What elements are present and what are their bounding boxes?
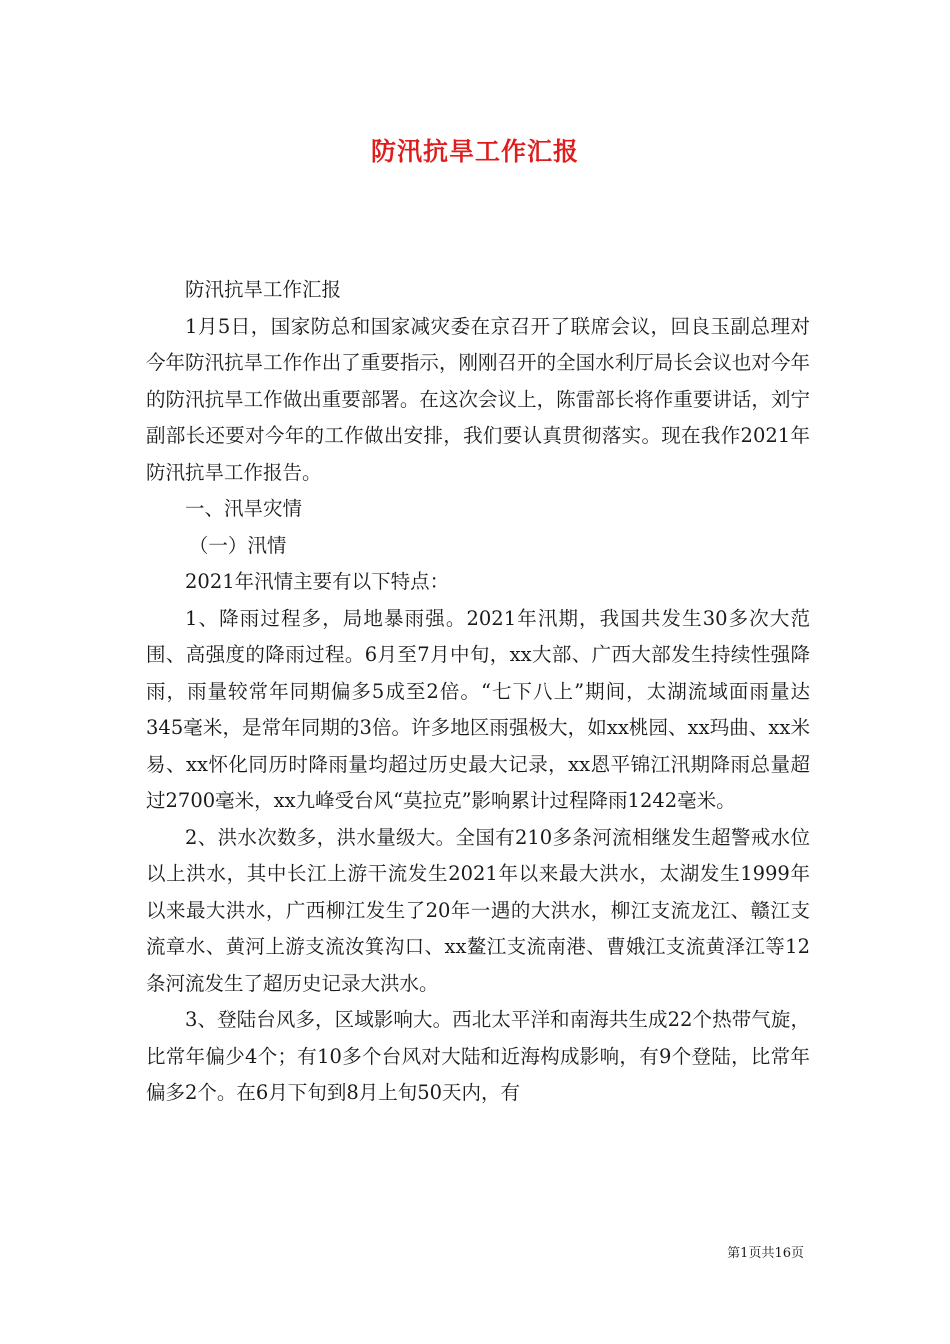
paragraph-lead: 2021年汛情主要有以下特点： xyxy=(185,570,450,593)
page-number: 第1页共16页 xyxy=(727,1246,804,1261)
section-heading: 一、汛旱灾情 xyxy=(185,497,303,520)
paragraph-point-2: 2、洪水次数多，洪水量级大。全国有210多条河流相继发生超警戒水位以上洪水，其中长江上游干流发生2021年以来最大洪水，太湖发生1999年以来最大洪水，广西柳江发生了20年一遇的大洪水，柳江支流龙江、赣江支流章水、黄河上游支流汝箕沟口、xx鳌江支流南港、曹娥江支流黄泽江等12条河流发生了超历史记录大洪水。 xyxy=(146,825,810,995)
document-body xyxy=(146,272,810,1112)
paragraph-intro: 1月5日，国家防总和国家减灾委在京召开了联席会议，回良玉副总理对今年防汛抗旱工作作出了重要指示，刚刚召开的全国水利厅局长会议也对今年的防汛抗旱工作做出重要部署。在这次会议上，陈雷部长将作重要讲话，刘宁副部长还要对今年的工作做出安排，我们要认真贯彻落实。现在我作2021年防汛抗旱工作报告。 xyxy=(146,314,810,484)
doc-heading: 防汛抗旱工作汇报 xyxy=(185,278,342,301)
subsection-heading: （一）汛情 xyxy=(188,533,287,557)
paragraph-point-1: 1、降雨过程多，局地暴雨强。2021年汛期，我国共发生30多次大范围、高强度的降雨过程。6月至7月中旬，xx大部、广西大部发生持续性强降雨，雨量较常年同期偏多5成至2倍。“七下八上”期间，太湖流域面雨量达345毫米，是常年同期的3倍。许多地区雨强极大，如xx桃园、xx玛曲、xx米易、xx怀化同历时降雨量均超过历史最大记录，xx恩平锦江汛期降雨总量超过2700毫米，xx九峰受台风“莫拉克”影响累计过程降雨1242毫米。 xyxy=(146,606,810,812)
page-title: 防汛抗旱工作汇报 xyxy=(370,137,579,166)
paragraph-point-3: 3、登陆台风多，区域影响大。西北太平洋和南海共生成22个热带气旋，比常年偏少4个；有10多个台风对大陆和近海构成影响，有9个登陆，比常年偏多2个。在6月下旬到8月上旬50天内，有 xyxy=(146,1008,810,1104)
